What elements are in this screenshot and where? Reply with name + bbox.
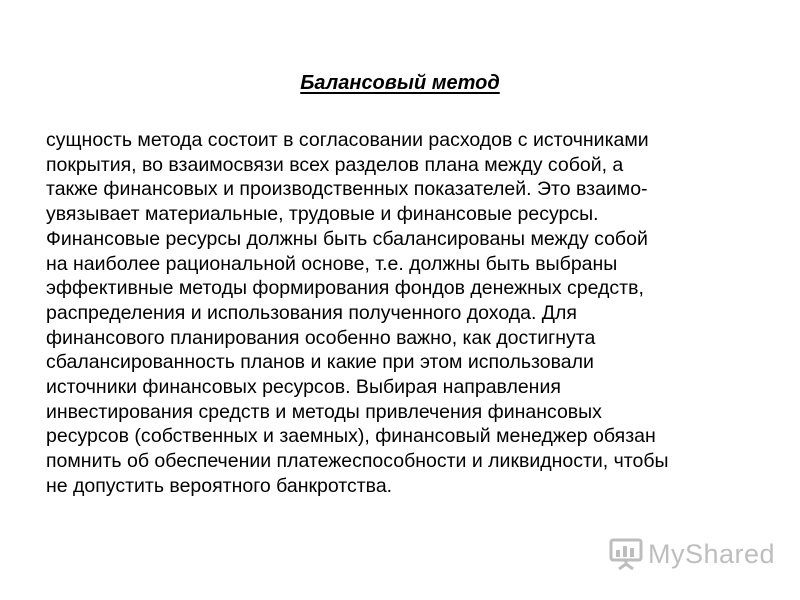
body-line: на наиболее рациональной основе, т.е. должны быть выбраны <box>46 252 618 275</box>
presentation-board-icon <box>608 536 644 572</box>
body-line: увязывает материальные, трудовые и финансовые ресурсы. <box>46 203 599 226</box>
body-line: не допустить вероятного банкротства. <box>46 474 393 497</box>
watermark-text: MyShared <box>648 538 776 569</box>
body-line: эффективные методы формирования фондов денежных средств, <box>46 277 644 300</box>
body-line: источники финансовых ресурсов. Выбирая направления <box>46 376 561 399</box>
slide-body <box>46 128 776 499</box>
body-line: ресурсов (собственных и заемных), финансовый менеджер обязан <box>46 425 656 448</box>
body-line: распределения и использования полученного дохода. Для <box>46 301 577 324</box>
body-line: сущность метода состоит в согласовании расходов с источниками <box>46 129 649 151</box>
watermark-logo <box>608 536 775 572</box>
body-line: также финансовых и производственных показателей. Это взаимо- <box>46 178 648 201</box>
slide-title: Балансовый метод <box>300 72 500 94</box>
body-line: Финансовые ресурсы должны быть сбалансированы между собой <box>46 227 648 250</box>
body-line: сбалансированность планов и какие при этом использовали <box>46 351 594 374</box>
body-line: инвестирования средств и методы привлечения финансовых <box>46 400 602 423</box>
body-line: покрытия, во взаимосвязи всех разделов плана между собой, а <box>46 153 624 176</box>
body-line: финансового планирования особенно важно, как достигнута <box>46 326 596 349</box>
body-line: помнить об обеспечении платежеспособности и ликвидности, чтобы <box>46 450 669 473</box>
